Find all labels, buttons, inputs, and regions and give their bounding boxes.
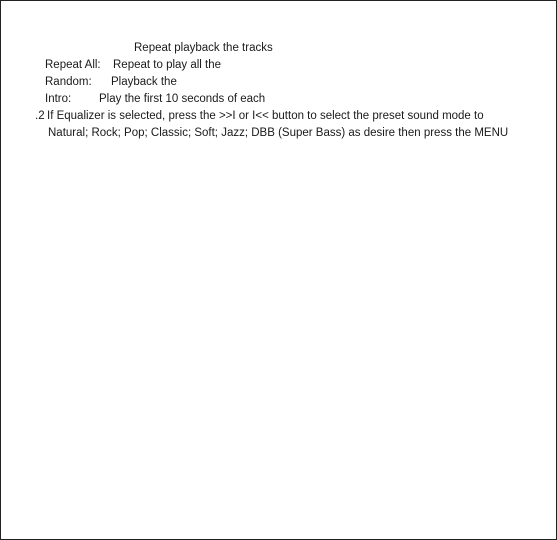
step-text: If Equalizer is selected, press the >>I or I<< button to select the preset sound mode to <box>47 110 484 122</box>
intro-label: Intro: <box>45 93 72 105</box>
repeat-all-label: Repeat All: <box>45 59 101 71</box>
random-label: Random: <box>45 76 92 88</box>
random-text: Playback the <box>111 76 177 88</box>
manual-page: Repeat playback the tracks Repeat All: Repeat to play all the Random: Playback the Intro: Play the first 10 seconds of each .2 If Equalizer is selected, press the >>I or I<< button to select the preset sound mode to Natural; Rock; Pop; Classic; Soft; Jazz; DBB (Super Bass) as desire then press the MENU <box>0 0 557 540</box>
intro-text: Play the first 10 seconds of each <box>99 93 266 105</box>
step-number: .2 <box>35 110 45 122</box>
repeat-all-text: Repeat to play all the <box>113 59 222 71</box>
